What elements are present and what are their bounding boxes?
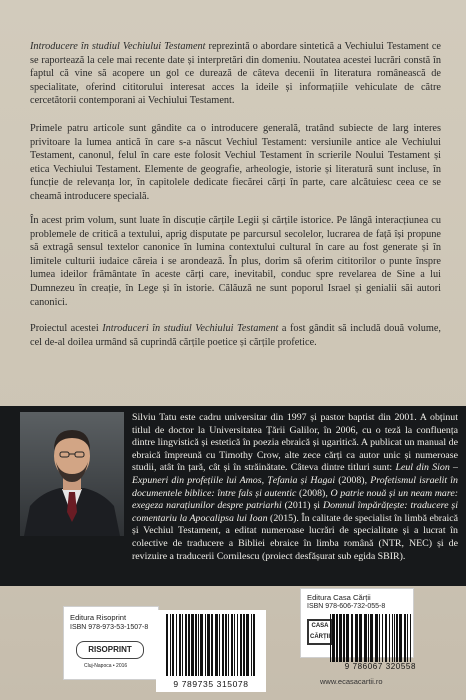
text-segment: Domnul împărățește: traducere și comentariu la Apocalipsa lui Ioan <box>132 500 458 524</box>
intro-paragraph-3 <box>30 214 441 309</box>
text-segment: (2008), <box>335 474 371 486</box>
publisher-left-name: Editura Risoprint <box>70 613 127 622</box>
risoprint-logo-sub: Cluj-Napoca • 2016 <box>84 663 128 669</box>
text-segment: Introducere în studiul Vechiului Testament <box>30 41 206 52</box>
barcode-left-bars <box>164 614 258 676</box>
text-segment: reprezintă o abordare sintetică a Vechiului Testament ce se raportează la cele mai recente date și interpretări din domeniu. Noutatea acestei lucrări constă în faptul că vine să acopere un gol ce durează de câteva decenii în literatura românească de specialitate, oferind cititorului interesat acces la ideile și informațiile vehiculate de către cercetătorii contemporani ai Vechiului Testament. <box>30 41 441 107</box>
intro-paragraph-4 <box>30 322 441 349</box>
barcode-left <box>156 610 266 692</box>
publisher-right-name: Editura Casa Cărții <box>307 593 371 602</box>
text-segment: Proiectul acestei <box>30 323 103 334</box>
text-segment: Silviu Tatu este cadru universitar din 1997 și pastor baptist din 2001. A obținut titlul de doctor la Universitatea Țării Galilor, în 2006, cu o teză la confluența dintre lingvistică și estetică în poezia ebraică și ugaritică. A publicat un manual de ebraică împreună cu Timothy Crow, alte zece cărți ca autor unic și numeroase studii, atât în țară, cât și în străinătate. Câteva dintre titluri sunt: <box>132 412 458 474</box>
text-segment: Leul din Sion – Expuneri din profețiile lui Amos, Țefania și Hagai <box>132 462 458 486</box>
text-segment: Introduceri în studiul Vechiului Testament <box>102 323 279 334</box>
barcode-left-number: 9 789735 315078 <box>173 679 249 689</box>
risoprint-logo: RISOPRINT <box>76 641 144 659</box>
author-bio-band <box>0 406 466 586</box>
barcode-right-number: 9 786067 320558 <box>344 662 416 671</box>
text-segment: a fost gândit să includă două volume, cel de-al doilea urmând să cuprindă cărțile poetice și cărțile profetice. <box>30 323 442 348</box>
text-segment: În acest prim volum, sunt luate în discuție cărțile Legii și cărțile istorice. Pe lângă interacțiunea cu problemele de critică a textului, aprig disputate pe parcursul secolelor, lucrarea de față își propune să extragă sensul textelor canonice în lumina contextului cultural în care au fost generate și în limitele culturii iudaice căreia i se arondează. În plus, dorim să oferim cititorilor o punte înspre lumea ideilor frământate în aceste cărți care, inevitabil, conduc spre revelarea de Sine a lui Dumnezeu în creație, în Lege și în istorie. Călăuză ne sunt poporul Israel și genialii săi autori canonici. <box>30 215 441 308</box>
publisher-left-box <box>63 606 159 680</box>
author-bio-text <box>132 412 458 563</box>
intro-paragraph-2 <box>30 122 441 204</box>
barcode-right <box>300 614 418 674</box>
barcode-right-bars <box>328 614 414 662</box>
text-segment: (2011) și <box>281 500 323 512</box>
text-segment: (2015). În calitate de specialist în limbă ebraică și Vechiul Testament, a editat numeroase lucrări de specialitate și a lucrat în colective de traducere a Bibliei ebraice în limba română (NTR, NEC) și de revizuire a traducerii Cornilescu (proiect desfășurat sub egida SBIR). <box>132 512 458 562</box>
publisher-left-isbn: ISBN 978-973-53-1507-8 <box>70 624 149 631</box>
publisher-right-isbn: ISBN 978-606-732-055-8 <box>307 603 386 610</box>
text-segment: O patrie nouă și un neam mare: exegeza narațiunilor despre patriarhi <box>132 487 458 512</box>
casa-logo-top: CASA <box>311 623 329 629</box>
text-segment: Profetismul israelit în documentele biblice: între fals și autentic <box>132 474 458 499</box>
imprint-section <box>0 586 466 700</box>
text-segment: (2008), <box>296 487 331 499</box>
casa-logo-bottom: CĂRȚII <box>310 634 330 640</box>
intro-paragraph-1 <box>30 40 441 108</box>
author-photo <box>20 412 124 536</box>
text-segment: Primele patru articole sunt gândite ca o introducere generală, tratând subiecte de larg interes privitoare la lumea antică în care s-a născut Vechiul Testament: versiunile antice ale Vechiului Testament, canonul, felul în care este folosit Vechiul Testament în scrierile Noului Testament și etica Vechiului Testament. Elemente de geografie, arheologie, istorie și literatură sunt incluse, în funcție de relevanța lor, în capitolele dedicate fiecărei cărți în parte, care alcătuiesc ceea ce se cheamă introducere specială. <box>30 123 441 202</box>
publisher-website: www.ecasacartii.ro <box>320 677 383 686</box>
